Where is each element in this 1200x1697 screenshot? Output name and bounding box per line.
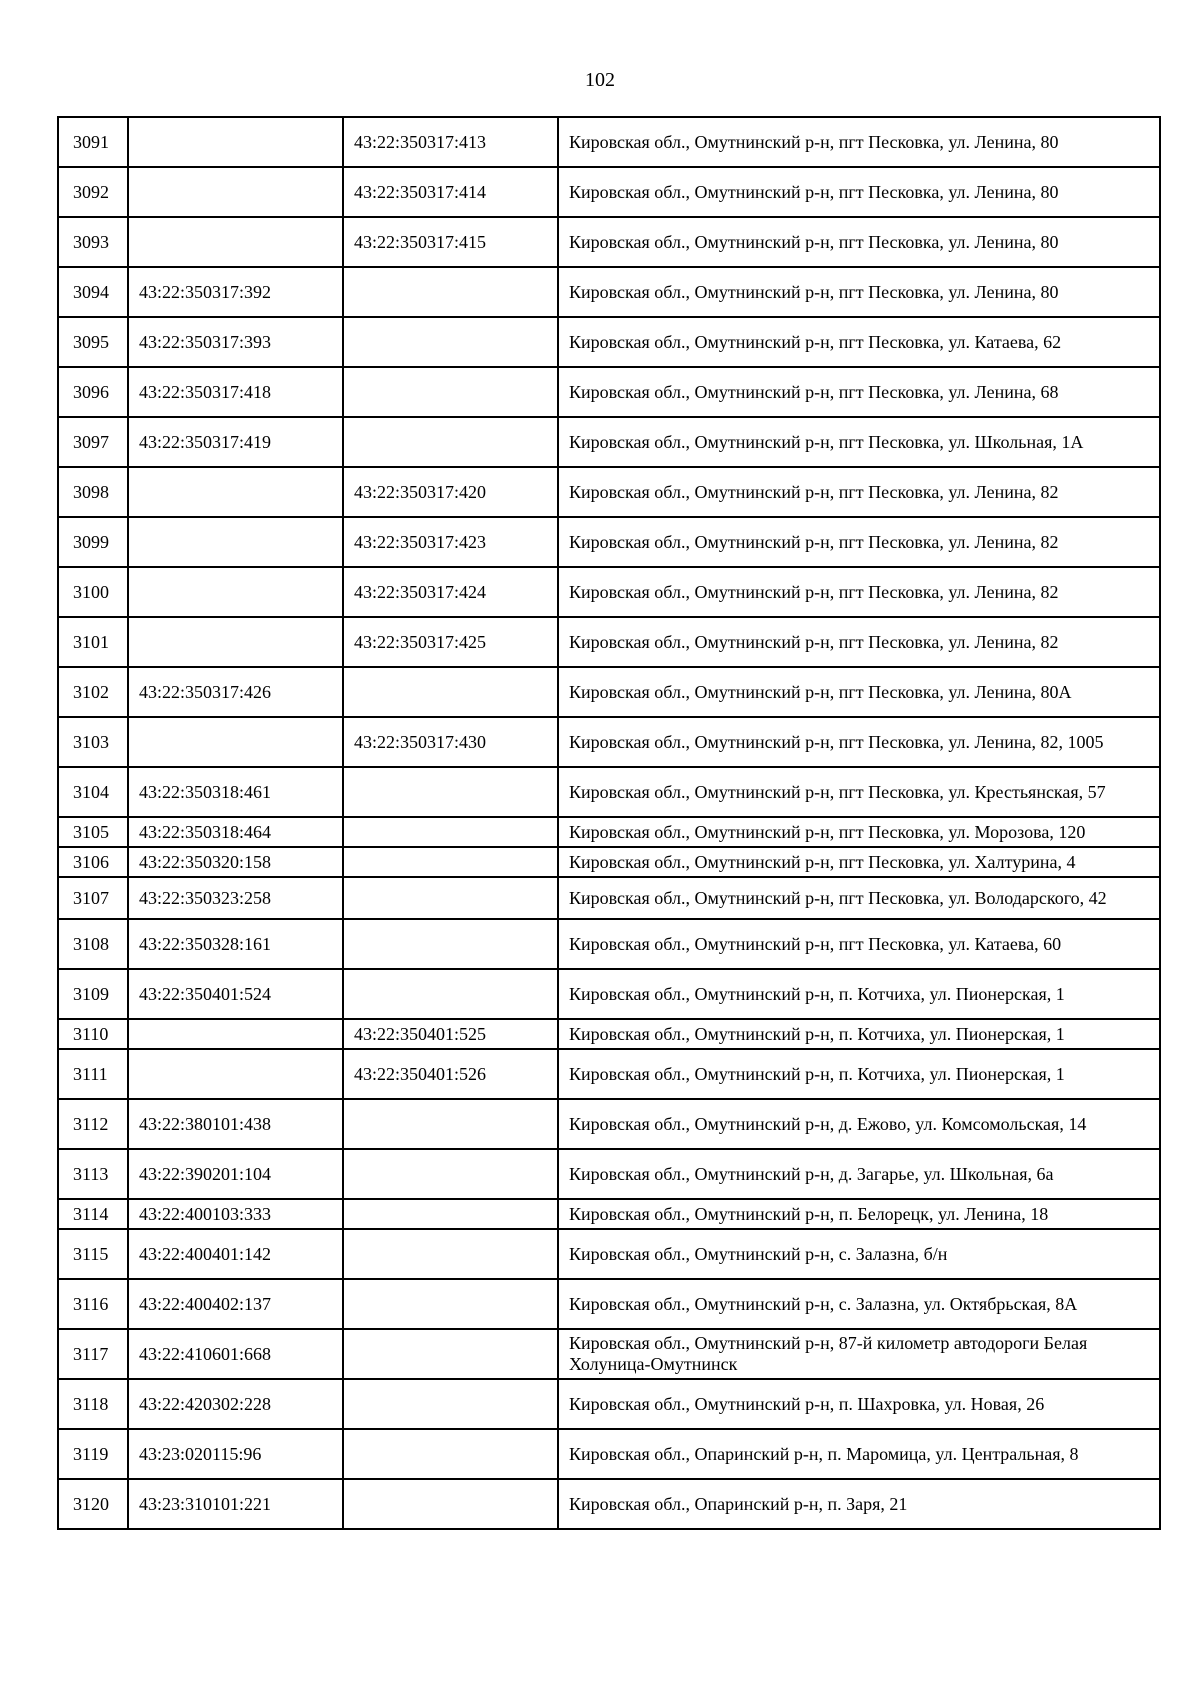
cadastral-number-a (128, 1049, 343, 1099)
row-number: 3107 (58, 877, 128, 919)
address-cell: Кировская обл., Омутнинский р-н, пгт Песковка, ул. Ленина, 82, 1005 (558, 717, 1160, 767)
row-number: 3117 (58, 1329, 128, 1379)
row-number: 3095 (58, 317, 128, 367)
table-row (58, 117, 1160, 167)
table-row (58, 877, 1160, 919)
cadastral-number-b (343, 1329, 558, 1379)
address-cell: Кировская обл., Омутнинский р-н, п. Котчиха, ул. Пионерская, 1 (558, 969, 1160, 1019)
table-row (58, 847, 1160, 877)
cadastral-number-b (343, 767, 558, 817)
cadastral-number-b: 43:22:350401:526 (343, 1049, 558, 1099)
cadastral-number-b (343, 1429, 558, 1479)
cadastral-number-a: 43:22:350317:426 (128, 667, 343, 717)
cadastral-number-a: 43:23:020115:96 (128, 1429, 343, 1479)
address-cell: Кировская обл., Омутнинский р-н, пгт Песковка, ул. Ленина, 82 (558, 617, 1160, 667)
address-cell: Кировская обл., Омутнинский р-н, пгт Песковка, ул. Ленина, 82 (558, 467, 1160, 517)
table-row (58, 467, 1160, 517)
row-number: 3097 (58, 417, 128, 467)
address-cell: Кировская обл., Омутнинский р-н, пгт Песковка, ул. Володарского, 42 (558, 877, 1160, 919)
row-number: 3113 (58, 1149, 128, 1199)
cadastral-number-a (128, 517, 343, 567)
cadastral-number-b (343, 267, 558, 317)
row-number: 3098 (58, 467, 128, 517)
address-cell: Кировская обл., Омутнинский р-н, пгт Песковка, ул. Катаева, 60 (558, 919, 1160, 969)
cadastral-number-b (343, 847, 558, 877)
address-cell: Кировская обл., Опаринский р-н, п. Заря, 21 (558, 1479, 1160, 1529)
cadastral-number-b (343, 367, 558, 417)
cadastral-number-a: 43:22:350401:524 (128, 969, 343, 1019)
table-row (58, 969, 1160, 1019)
cadastral-number-b (343, 417, 558, 467)
cadastral-number-a: 43:22:350328:161 (128, 919, 343, 969)
property-table (57, 116, 1161, 1530)
cadastral-number-b: 43:22:350317:425 (343, 617, 558, 667)
address-cell: Кировская обл., Омутнинский р-н, пгт Песковка, ул. Ленина, 80А (558, 667, 1160, 717)
row-number: 3104 (58, 767, 128, 817)
address-cell: Кировская обл., Омутнинский р-н, пгт Песковка, ул. Ленина, 80 (558, 217, 1160, 267)
cadastral-number-a: 43:22:350320:158 (128, 847, 343, 877)
page-number: 102 (585, 69, 615, 91)
cadastral-number-b (343, 1279, 558, 1329)
address-cell: Кировская обл., Омутнинский р-н, с. Залазна, ул. Октябрьская, 8А (558, 1279, 1160, 1329)
table-row (58, 667, 1160, 717)
cadastral-number-b: 43:22:350401:525 (343, 1019, 558, 1049)
row-number: 3100 (58, 567, 128, 617)
table-row (58, 1099, 1160, 1149)
cadastral-number-a: 43:22:400401:142 (128, 1229, 343, 1279)
table-row (58, 1329, 1160, 1379)
table-row (58, 617, 1160, 667)
cadastral-number-b (343, 667, 558, 717)
cadastral-number-b (343, 969, 558, 1019)
row-number: 3101 (58, 617, 128, 667)
row-number: 3119 (58, 1429, 128, 1479)
address-cell: Кировская обл., Омутнинский р-н, п. Шахровка, ул. Новая, 26 (558, 1379, 1160, 1429)
table-row (58, 1479, 1160, 1529)
cadastral-number-a: 43:22:350317:419 (128, 417, 343, 467)
table-row (58, 1379, 1160, 1429)
table-row (58, 1429, 1160, 1479)
table-row (58, 217, 1160, 267)
address-cell: Кировская обл., Омутнинский р-н, пгт Песковка, ул. Ленина, 68 (558, 367, 1160, 417)
row-number: 3108 (58, 919, 128, 969)
cadastral-number-a (128, 1019, 343, 1049)
table-row (58, 367, 1160, 417)
address-cell: Кировская обл., Омутнинский р-н, пгт Песковка, ул. Ленина, 82 (558, 567, 1160, 617)
row-number: 3106 (58, 847, 128, 877)
cadastral-number-a: 43:22:400103:333 (128, 1199, 343, 1229)
row-number: 3099 (58, 517, 128, 567)
cadastral-number-a: 43:22:420302:228 (128, 1379, 343, 1429)
table-row (58, 1199, 1160, 1229)
row-number: 3096 (58, 367, 128, 417)
address-cell: Кировская обл., Омутнинский р-н, с. Залазна, б/н (558, 1229, 1160, 1279)
cadastral-number-b (343, 1149, 558, 1199)
address-cell: Кировская обл., Опаринский р-н, п. Маромица, ул. Центральная, 8 (558, 1429, 1160, 1479)
row-number: 3105 (58, 817, 128, 847)
table-row (58, 817, 1160, 847)
cadastral-number-b: 43:22:350317:414 (343, 167, 558, 217)
cadastral-number-a: 43:22:410601:668 (128, 1329, 343, 1379)
cadastral-number-a: 43:22:350318:461 (128, 767, 343, 817)
table-row (58, 1049, 1160, 1099)
table-row (58, 1149, 1160, 1199)
row-number: 3093 (58, 217, 128, 267)
row-number: 3102 (58, 667, 128, 717)
cadastral-number-b: 43:22:350317:413 (343, 117, 558, 167)
table-row (58, 717, 1160, 767)
cadastral-number-b: 43:22:350317:415 (343, 217, 558, 267)
cadastral-number-a: 43:22:350317:418 (128, 367, 343, 417)
table-row (58, 1019, 1160, 1049)
row-number: 3112 (58, 1099, 128, 1149)
table-row (58, 267, 1160, 317)
cadastral-number-b (343, 1379, 558, 1429)
address-cell: Кировская обл., Омутнинский р-н, пгт Песковка, ул. Ленина, 80 (558, 167, 1160, 217)
address-cell: Кировская обл., Омутнинский р-н, 87-й километр автодороги Белая Холуница-Омутнинск (558, 1329, 1160, 1379)
table-row (58, 1229, 1160, 1279)
row-number: 3120 (58, 1479, 128, 1529)
cadastral-number-b: 43:22:350317:430 (343, 717, 558, 767)
address-cell: Кировская обл., Омутнинский р-н, п. Котчиха, ул. Пионерская, 1 (558, 1049, 1160, 1099)
row-number: 3109 (58, 969, 128, 1019)
cadastral-number-b: 43:22:350317:420 (343, 467, 558, 517)
cadastral-number-b (343, 1479, 558, 1529)
address-cell: Кировская обл., Омутнинский р-н, пгт Песковка, ул. Морозова, 120 (558, 817, 1160, 847)
row-number: 3114 (58, 1199, 128, 1229)
table-row (58, 919, 1160, 969)
cadastral-number-a: 43:22:350318:464 (128, 817, 343, 847)
row-number: 3091 (58, 117, 128, 167)
cadastral-number-a: 43:22:390201:104 (128, 1149, 343, 1199)
cadastral-number-a (128, 117, 343, 167)
row-number: 3094 (58, 267, 128, 317)
address-cell: Кировская обл., Омутнинский р-н, д. Ежово, ул. Комсомольская, 14 (558, 1099, 1160, 1149)
row-number: 3115 (58, 1229, 128, 1279)
table-row (58, 517, 1160, 567)
row-number: 3111 (58, 1049, 128, 1099)
address-cell: Кировская обл., Омутнинский р-н, пгт Песковка, ул. Ленина, 80 (558, 117, 1160, 167)
cadastral-number-b (343, 877, 558, 919)
address-cell: Кировская обл., Омутнинский р-н, пгт Песковка, ул. Ленина, 82 (558, 517, 1160, 567)
cadastral-number-a (128, 717, 343, 767)
cadastral-number-a: 43:22:350317:393 (128, 317, 343, 367)
address-cell: Кировская обл., Омутнинский р-н, п. Котчиха, ул. Пионерская, 1 (558, 1019, 1160, 1049)
cadastral-number-b (343, 919, 558, 969)
cadastral-number-a: 43:22:350323:258 (128, 877, 343, 919)
row-number: 3103 (58, 717, 128, 767)
cadastral-number-b (343, 1229, 558, 1279)
cadastral-number-a (128, 567, 343, 617)
address-cell: Кировская обл., Омутнинский р-н, пгт Песковка, ул. Крестьянская, 57 (558, 767, 1160, 817)
table-row (58, 167, 1160, 217)
table-row (58, 1279, 1160, 1329)
cadastral-number-b (343, 817, 558, 847)
table-row (58, 767, 1160, 817)
address-cell: Кировская обл., Омутнинский р-н, пгт Песковка, ул. Ленина, 80 (558, 267, 1160, 317)
cadastral-number-a: 43:22:350317:392 (128, 267, 343, 317)
address-cell: Кировская обл., Омутнинский р-н, пгт Песковка, ул. Школьная, 1А (558, 417, 1160, 467)
cadastral-number-b: 43:22:350317:424 (343, 567, 558, 617)
table-body (58, 117, 1160, 1529)
cadastral-number-b (343, 1099, 558, 1149)
cadastral-number-a (128, 167, 343, 217)
row-number: 3110 (58, 1019, 128, 1049)
cadastral-number-a: 43:23:310101:221 (128, 1479, 343, 1529)
table-row (58, 417, 1160, 467)
cadastral-number-a (128, 467, 343, 517)
row-number: 3118 (58, 1379, 128, 1429)
cadastral-number-a: 43:22:400402:137 (128, 1279, 343, 1329)
row-number: 3116 (58, 1279, 128, 1329)
cadastral-number-b: 43:22:350317:423 (343, 517, 558, 567)
cadastral-number-a (128, 217, 343, 267)
table-row (58, 317, 1160, 367)
address-cell: Кировская обл., Омутнинский р-н, д. Загарье, ул. Школьная, 6а (558, 1149, 1160, 1199)
cadastral-number-a (128, 617, 343, 667)
address-cell: Кировская обл., Омутнинский р-н, пгт Песковка, ул. Катаева, 62 (558, 317, 1160, 367)
row-number: 3092 (58, 167, 128, 217)
cadastral-number-a: 43:22:380101:438 (128, 1099, 343, 1149)
address-cell: Кировская обл., Омутнинский р-н, п. Белорецк, ул. Ленина, 18 (558, 1199, 1160, 1229)
cadastral-number-b (343, 317, 558, 367)
address-cell: Кировская обл., Омутнинский р-н, пгт Песковка, ул. Халтурина, 4 (558, 847, 1160, 877)
table-row (58, 567, 1160, 617)
cadastral-number-b (343, 1199, 558, 1229)
